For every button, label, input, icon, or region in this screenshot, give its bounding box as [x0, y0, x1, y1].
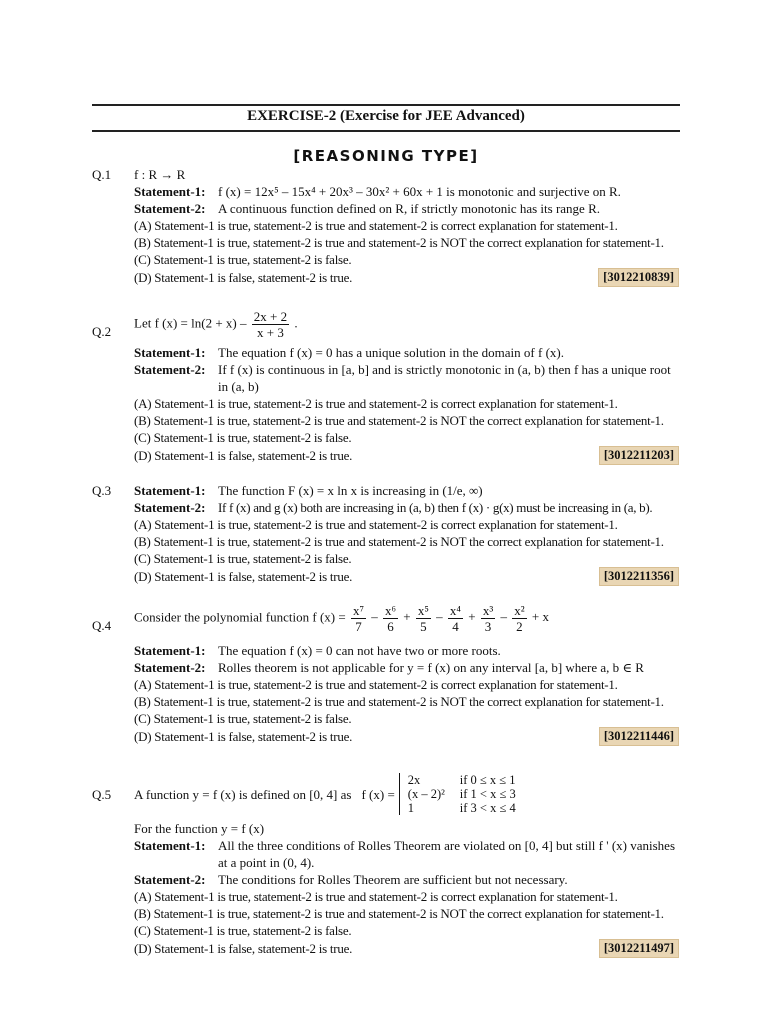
- option-b: (B) Statement-1 is true, statement-2 is true and statement-2 is NOT the correct explanation for statement-1.: [134, 694, 664, 709]
- option-c: (C) Statement-1 is true, statement-2 is false.: [134, 252, 352, 267]
- option-a: (A) Statement-1 is true, statement-2 is true and statement-2 is correct explanation for statement-1.: [134, 889, 618, 904]
- statement-2-label: Statement-2:: [134, 500, 206, 515]
- statement-2: [134, 200, 679, 217]
- option-d: (D) Statement-1 is false, statement-2 is true.: [134, 569, 353, 584]
- statement-2-text: If f (x) is continuous in [a, b] and is strictly monotonic in (a, b) then f has a unique root in (a, b): [218, 362, 671, 394]
- polynomial-operator: –: [367, 609, 381, 625]
- intro-text: A function y = f (x) is defined on [0, 4] as: [134, 786, 352, 802]
- top-rule: [92, 104, 680, 106]
- statement-1-text: The equation f (x) = 0 can not have two or more roots.: [218, 643, 501, 658]
- statement-2: [134, 499, 679, 516]
- option-c: (C) Statement-1 is true, statement-2 is false.: [134, 923, 352, 938]
- section-title: [REASONING TYPE]: [293, 147, 479, 165]
- statement-1: [134, 344, 679, 361]
- option-a: (A) Statement-1 is true, statement-2 is true and statement-2 is correct explanation for statement-1.: [134, 218, 618, 233]
- option-a: (A) Statement-1 is true, statement-2 is true and statement-2 is correct explanation for statement-1.: [134, 396, 618, 411]
- statement-2-label: Statement-2:: [134, 872, 206, 887]
- option-d: (D) Statement-1 is false, statement-2 is true.: [134, 448, 353, 463]
- fraction-numerator: x⁴: [449, 603, 461, 618]
- option-c: (C) Statement-1 is true, statement-2 is false.: [134, 711, 352, 726]
- option-a: (A) Statement-1 is true, statement-2 is true and statement-2 is correct explanation for statement-1.: [134, 677, 618, 692]
- fraction-denominator: 5: [420, 619, 427, 634]
- fraction-denominator: 3: [484, 619, 492, 634]
- statement-2-text: If f (x) and g (x) both are increasing in (a, b) then f (x) · g(x) must be increasing in (a, b).: [218, 500, 653, 515]
- statement-1-label: Statement-1:: [134, 345, 206, 360]
- option-d: (D) Statement-1 is false, statement-2 is true.: [134, 270, 353, 285]
- fraction-numerator: x⁷: [352, 603, 364, 618]
- option-b: (B) Statement-1 is true, statement-2 is true and statement-2 is NOT the correct explanation for statement-1.: [134, 906, 664, 921]
- fraction-numerator: x³: [482, 603, 494, 618]
- option-c: (C) Statement-1 is true, statement-2 is false.: [134, 430, 352, 445]
- statement-1-text: f (x) = 12x⁵ – 15x⁴ + 20x³ – 30x² + 60x + 1 is monotonic and surjective on R.: [218, 184, 621, 199]
- bottom-rule: [92, 130, 680, 132]
- statement-1-text: The function F (x) = x ln x is increasing in (1/e, ∞): [218, 483, 483, 498]
- piece-condition: if 3 < x ≤ 4: [459, 801, 516, 815]
- polynomial-term: [512, 603, 526, 634]
- piece-condition: if 0 ≤ x ≤ 1: [459, 773, 516, 787]
- question-intro: f : R → R: [134, 167, 186, 182]
- fraction-numerator: 2x + 2: [253, 309, 288, 324]
- fraction-denominator: 6: [387, 619, 394, 634]
- piece-condition: if 1 < x ≤ 3: [459, 787, 516, 801]
- polynomial-term: [383, 603, 398, 634]
- question-code: [3012211203]: [599, 446, 679, 465]
- statement-2-text: A continuous function defined on R, if strictly monotonic has its range R.: [218, 201, 601, 216]
- statement-2-text: The conditions for Rolles Theorem are sufficient but not necessary.: [218, 872, 568, 887]
- intro-text: Consider the polynomial function f (x) =: [134, 609, 346, 625]
- statement-2: [134, 871, 679, 888]
- question-number: Q.2: [92, 324, 112, 339]
- fraction-denominator: 7: [355, 619, 362, 634]
- question-number: Q.5: [92, 787, 112, 802]
- question-intro: [134, 768, 679, 820]
- statement-1-label: Statement-1:: [134, 838, 206, 853]
- fraction-denominator: x + 3: [257, 325, 284, 340]
- intro-suffix: .: [294, 315, 298, 331]
- fraction: [252, 309, 289, 340]
- statement-1-label: Statement-1:: [134, 184, 206, 199]
- question-intro: [134, 309, 679, 340]
- option-d: (D) Statement-1 is false, statement-2 is true.: [134, 729, 353, 744]
- statement-1: [134, 482, 679, 499]
- statement-1: [134, 642, 679, 659]
- question-code: [3012211497]: [599, 939, 679, 958]
- statement-2-label: Statement-2:: [134, 362, 206, 377]
- polynomial-operator: –: [432, 609, 446, 625]
- polynomial-operator: +: [464, 609, 479, 625]
- statement-1-label: Statement-1:: [134, 483, 206, 498]
- statement-2: [134, 659, 679, 676]
- statement-2-label: Statement-2:: [134, 201, 206, 216]
- option-b: (B) Statement-1 is true, statement-2 is true and statement-2 is NOT the correct explanation for statement-1.: [134, 235, 664, 250]
- piece-expression: 1: [407, 801, 415, 815]
- exercise-title: EXERCISE-2 (Exercise for JEE Advanced): [247, 108, 525, 124]
- polynomial-term: [448, 603, 463, 634]
- fraction-numerator: x⁶: [384, 603, 397, 618]
- question-number: Q.1: [92, 167, 112, 182]
- piecewise-definition: [399, 773, 516, 815]
- polynomial-term: [416, 603, 431, 634]
- option-b: (B) Statement-1 is true, statement-2 is true and statement-2 is NOT the correct explanation for statement-1.: [134, 413, 664, 428]
- question-code: [3012210839]: [598, 268, 679, 287]
- polynomial-expression: [349, 603, 549, 634]
- statement-2-text: Rolles theorem is not applicable for y = f (x) on any interval [a, b] where a, b ∈ R: [218, 660, 644, 675]
- fraction-numerator: x⁵: [417, 603, 429, 618]
- fraction-numerator: x²: [514, 603, 525, 618]
- polynomial-term: [481, 603, 495, 634]
- piece-expression: (x – 2)²: [407, 787, 445, 801]
- statement-1-text: All the three conditions of Rolles Theorem are violated on [0, 4] but still f ' (x) vanishes at a point in (0, 4).: [218, 838, 675, 870]
- polynomial-operator: + x: [528, 609, 549, 625]
- option-d: (D) Statement-1 is false, statement-2 is true.: [134, 941, 353, 956]
- intro-text: Let f (x) = ln(2 + x) –: [134, 315, 247, 331]
- polynomial-term: [351, 603, 366, 634]
- polynomial-operator: –: [497, 609, 511, 625]
- fraction-denominator: 4: [452, 619, 459, 634]
- question-intro: [134, 603, 679, 634]
- statement-1: [134, 837, 679, 871]
- question-number: Q.4: [92, 618, 112, 633]
- question-code: [3012211446]: [599, 727, 679, 746]
- question-number: Q.3: [92, 483, 112, 498]
- statement-1-text: The equation f (x) = 0 has a unique solution in the domain of f (x).: [218, 345, 564, 360]
- polynomial-operator: +: [400, 609, 414, 625]
- piece-expression: 2x: [407, 773, 421, 787]
- option-c: (C) Statement-1 is true, statement-2 is false.: [134, 551, 352, 566]
- function-label: f (x) =: [361, 786, 395, 802]
- question-code: [3012211356]: [599, 567, 679, 586]
- statement-2: [134, 361, 679, 395]
- statement-1: [134, 183, 679, 200]
- statement-2-label: Statement-2:: [134, 660, 206, 675]
- fraction-denominator: 2: [516, 619, 523, 634]
- for-line: For the function y = f (x): [134, 821, 265, 836]
- option-a: (A) Statement-1 is true, statement-2 is true and statement-2 is correct explanation for statement-1.: [134, 517, 618, 532]
- option-b: (B) Statement-1 is true, statement-2 is true and statement-2 is NOT the correct explanation for statement-1.: [134, 534, 664, 549]
- statement-1-label: Statement-1:: [134, 643, 206, 658]
